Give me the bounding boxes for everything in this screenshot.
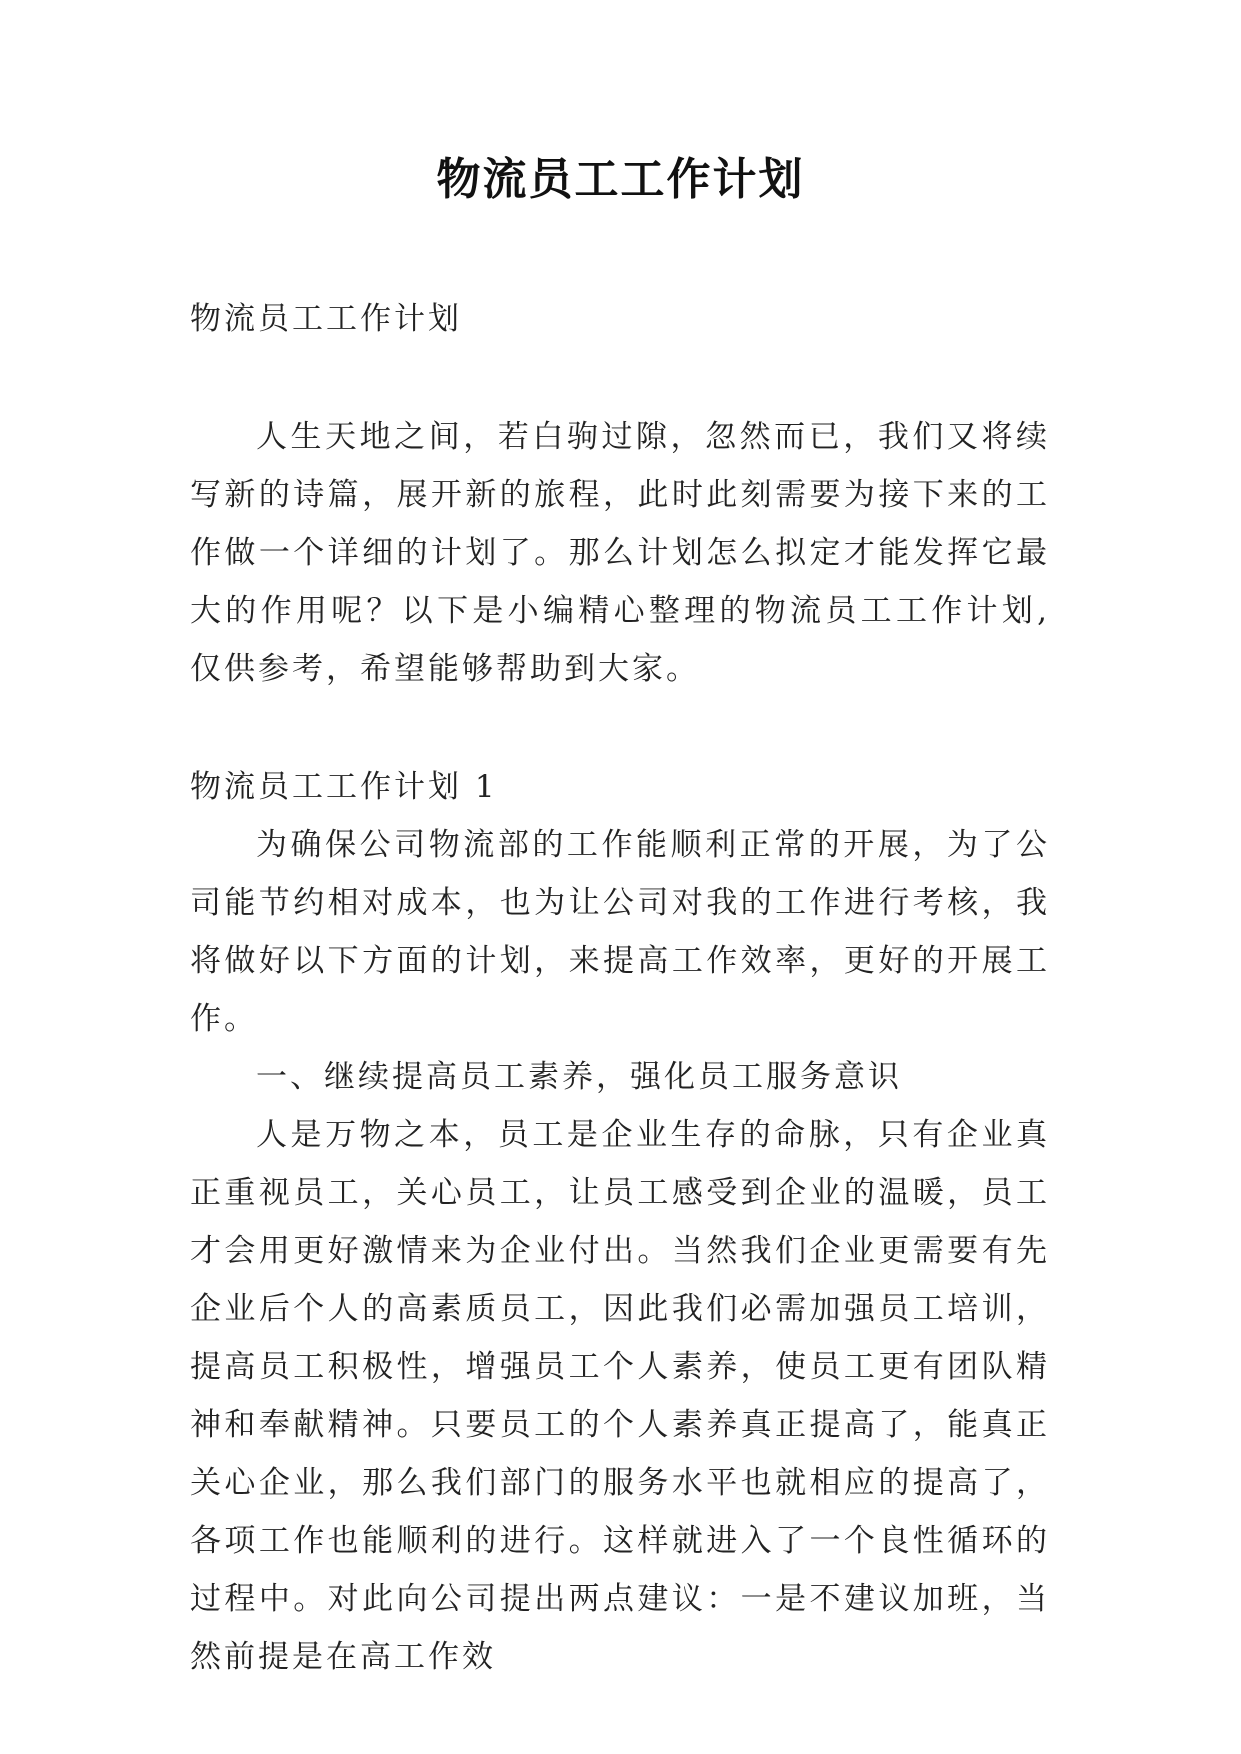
body-paragraph: 人是万物之本，员工是企业生存的命脉，只有企业真正重视员工，关心员工，让员工感受到企业的温暖，员工才会用更好激情来为企业付出。当然我们企业更需要有先企业后个人的高素质员工，因此我们必需加强员工培训，提高员工积极性，增强员工个人素养，使员工更有团队精神和奉献精神。只要员工的个人素养真正提高了，能真正关心企业，那么我们部门的服务水平也就相应的提高了，各项工作也能顺利的进行。这样就进入了一个良性循环的过程中。对此向公司提出两点建议：一是不建议加班，当然前提是在高工作效 [190,1117,1050,1675]
section-heading: 物流员工工作计划 1 [190,769,498,805]
intro-paragraph: 人生天地之间，若白驹过隙，忽然而已，我们又将续写新的诗篇，展开新的旅程，此时此刻需要为接下来的工作做一个详细的计划了。那么计划怎么拟定才能发挥它最大的作用呢？以下是小编精心整理的物流员工工作计划,仅供参考，希望能够帮助到大家。 [190,419,1050,687]
body-paragraph: 为确保公司物流部的工作能顺利正常的开展，为了公司能节约相对成本，也为让公司对我的工作进行考核，我将做好以下方面的计划，来提高工作效率，更好的开展工作。 [190,827,1050,1037]
document-title: 物流员工工作计划 [436,154,805,205]
subsection-heading: 一、继续提高员工素养，强化员工服务意识 [256,1059,902,1095]
document-body [190,290,1050,1686]
document-subtitle: 物流员工工作计划 [190,301,462,337]
